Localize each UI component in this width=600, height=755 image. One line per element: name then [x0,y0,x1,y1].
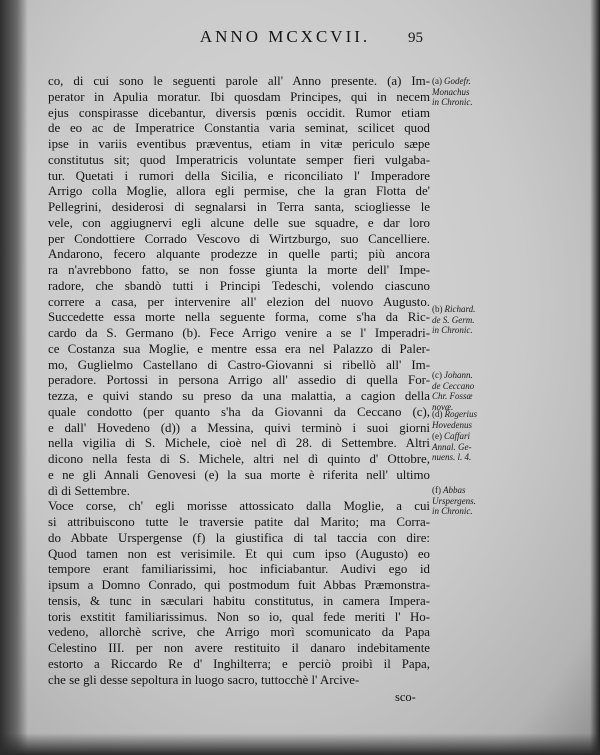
text-line: Voce corse, ch' egli morisse attossicato dalla Moglie, a cui [48,499,430,514]
text-line: co, di cui sono le seguenti parole all' Anno presente. (a) Im- [48,74,430,88]
text-line: nella vigilia di S. Michele, cioè nel dì 28. di Settembre. Altri [48,436,430,451]
margin-note-line: in Chronic. [432,97,473,108]
margin-note-line: Chr. Fossæ [432,391,473,402]
text-line: si attribuiscono tutte le traversie patite dal Marito; ma Corra- [48,515,430,529]
margin-note-mark: (a) [432,76,442,86]
margin-note-line: Urspergens. [432,495,476,506]
text-line: cardo da S. Germano (b). Fece Arrigo venire a se l' Imperadri- [48,326,430,340]
margin-note-mark: (b) [432,304,443,314]
text-line: de eo ac de Imperatrice Constantia varia seminat, scilicet quod [48,121,430,136]
text-line: dicono nella festa di S. Michele, altri nel dì quinto d' Ottobre, [48,452,430,466]
text-line: Celestino III. per non avere restituito il danaro indebitamente [48,641,430,655]
margin-note [432,485,494,517]
text-line: tempore erant familiarissimi, hoc inficiabantur. Audivi ego id [48,562,430,577]
text-line: ipsum a Domno Conrado, qui postmodum fuit Abbas Præmonstra- [48,578,430,592]
text-line: tur. Quetati i rumori della Sicilia, e riconciliato l' Imperadore [48,168,430,183]
page-bottom-edge-shadow [0,733,600,755]
margin-note-mark: (c) [432,370,442,380]
page-right-edge-shadow [590,0,600,755]
margin-note [432,431,494,463]
margin-note-line: Rogerius [444,409,477,419]
page-number: 95 [408,30,423,46]
margin-note-line: nuens. l. 4. [432,452,472,463]
text-line: ra n'avrebbono fatto, se non fosse giunta la morte dell' Impe- [48,263,430,277]
margin-note-line: de S. Germ. [432,314,475,325]
text-line: perator in Apulia moratur. Ibi quosdam Principes, qui in necem [48,89,430,104]
text-line: mo, Guglielmo Castellano di Castro-Giovanni si ribellò all' Im- [48,357,430,372]
margin-note-line: in Chronic. [432,325,473,336]
text-line: quale condotto (per quanto s'ha da Giovanni da Ceccano (c), [48,404,430,419]
body-text [48,74,430,688]
margin-note-mark: (f) [432,485,441,495]
text-line: e dall' Hovedeno (d)) a Messina, quivi terminò i suoi giorni [48,420,430,435]
text-line: Arrigo colla Moglie, allora egli permise, che la gran Flotta de' [48,184,430,199]
text-line: dì di Settembre. [48,483,130,498]
text-line: Quod tamen non est verisimile. Et qui cum ipso (Augusto) eo [48,546,430,561]
margin-note-line: de Ceccano [432,380,475,391]
text-line: tensis, & tunc in sæculari habitu constitutus, in camera Impera- [48,593,430,608]
margin-note-line: novæ. [432,401,454,412]
margin-note [432,409,494,430]
running-head: ANNO MCXCVII. [199,27,371,46]
margin-note-line: Godefr. [444,76,471,86]
text-line: constitutus sit; quod Imperatricis voluntate semper fieri vulgaba- [48,152,430,167]
margin-note-line: in Chronic. [432,506,473,517]
text-line: vele, con aggiugnervi egli alcune delle sue squadre, e dar loro [48,215,430,230]
margin-note [432,76,494,108]
text-line: radore, che sbandò tutti i Principi Tedeschi, volendo ciascuno [48,278,430,293]
text-line: Pellegrini, desiderosi di segnalarsi in Terra santa, sciogliesse le [48,200,430,214]
margin-note-line: Annal. Ge- [432,441,472,452]
margin-note-mark: (d) [432,409,443,419]
text-line: peradore. Portossi in persona Arrigo all' assedio di quella For- [48,373,430,388]
text-line: Andarono, fecero alquante prodezze in quelle parti; più ancora [48,247,430,262]
text-line: Succedette essa morte nella seguente forma, come s'ha da Ric- [48,310,430,325]
text-line: correre a casa, per intervenire all' elezion del nuovo Augusto. [48,294,430,309]
text-line: estorto a Riccardo Re d' Inghilterra; e perciò proibì il Papa, [48,656,430,671]
text-line: tezza, e quivi stando su preso da una malattia, a cagion della [48,389,430,403]
text-line: ejus conspirasse dicebantur, diversis pœnis occidit. Rumor etiam [48,105,430,120]
margin-note [432,304,494,336]
text-line: ipse in variis eventibus præventus, etiam in vitæ periculo sæpe [48,137,430,151]
margin-note-line: Hovedenus [432,419,472,430]
text-line: do Abbate Urspergense (f) la giustifica di tal taccia con dire: [48,530,430,545]
text-line: vedeno, allorchè scrive, che Arrigo morì scomunicato da Papa [48,625,430,640]
margin-note-line: Abbas [443,485,466,495]
page-left-edge-shadow [0,0,28,755]
text-line: ce Costanza sua Moglie, e mentre essa era nel Palazzo di Paler- [48,341,430,356]
text-line: per Condottiere Corrado Vescovo di Wirtzburgo, suo Cancelliere. [48,231,430,246]
margin-note-line: Monachus [432,86,470,97]
margin-note-line: Richard. [444,304,476,314]
margin-note [432,370,494,412]
margin-note-line: Caffari [444,431,471,441]
catchword: sco- [395,690,416,704]
margin-note-mark: (e) [432,431,442,441]
text-line: toris exstitit familiarissimus. Non so io, qual fede meriti l' Ho- [48,609,430,624]
margin-note-line: Johann. [444,370,473,380]
text-line: che se gli desse sepoltura in luogo sacro, tuttocchè l' Arcive- [48,672,360,687]
text-line: e ne gli Annali Genovesi (e) la sua morte è riferita nell' ultimo [48,467,430,482]
